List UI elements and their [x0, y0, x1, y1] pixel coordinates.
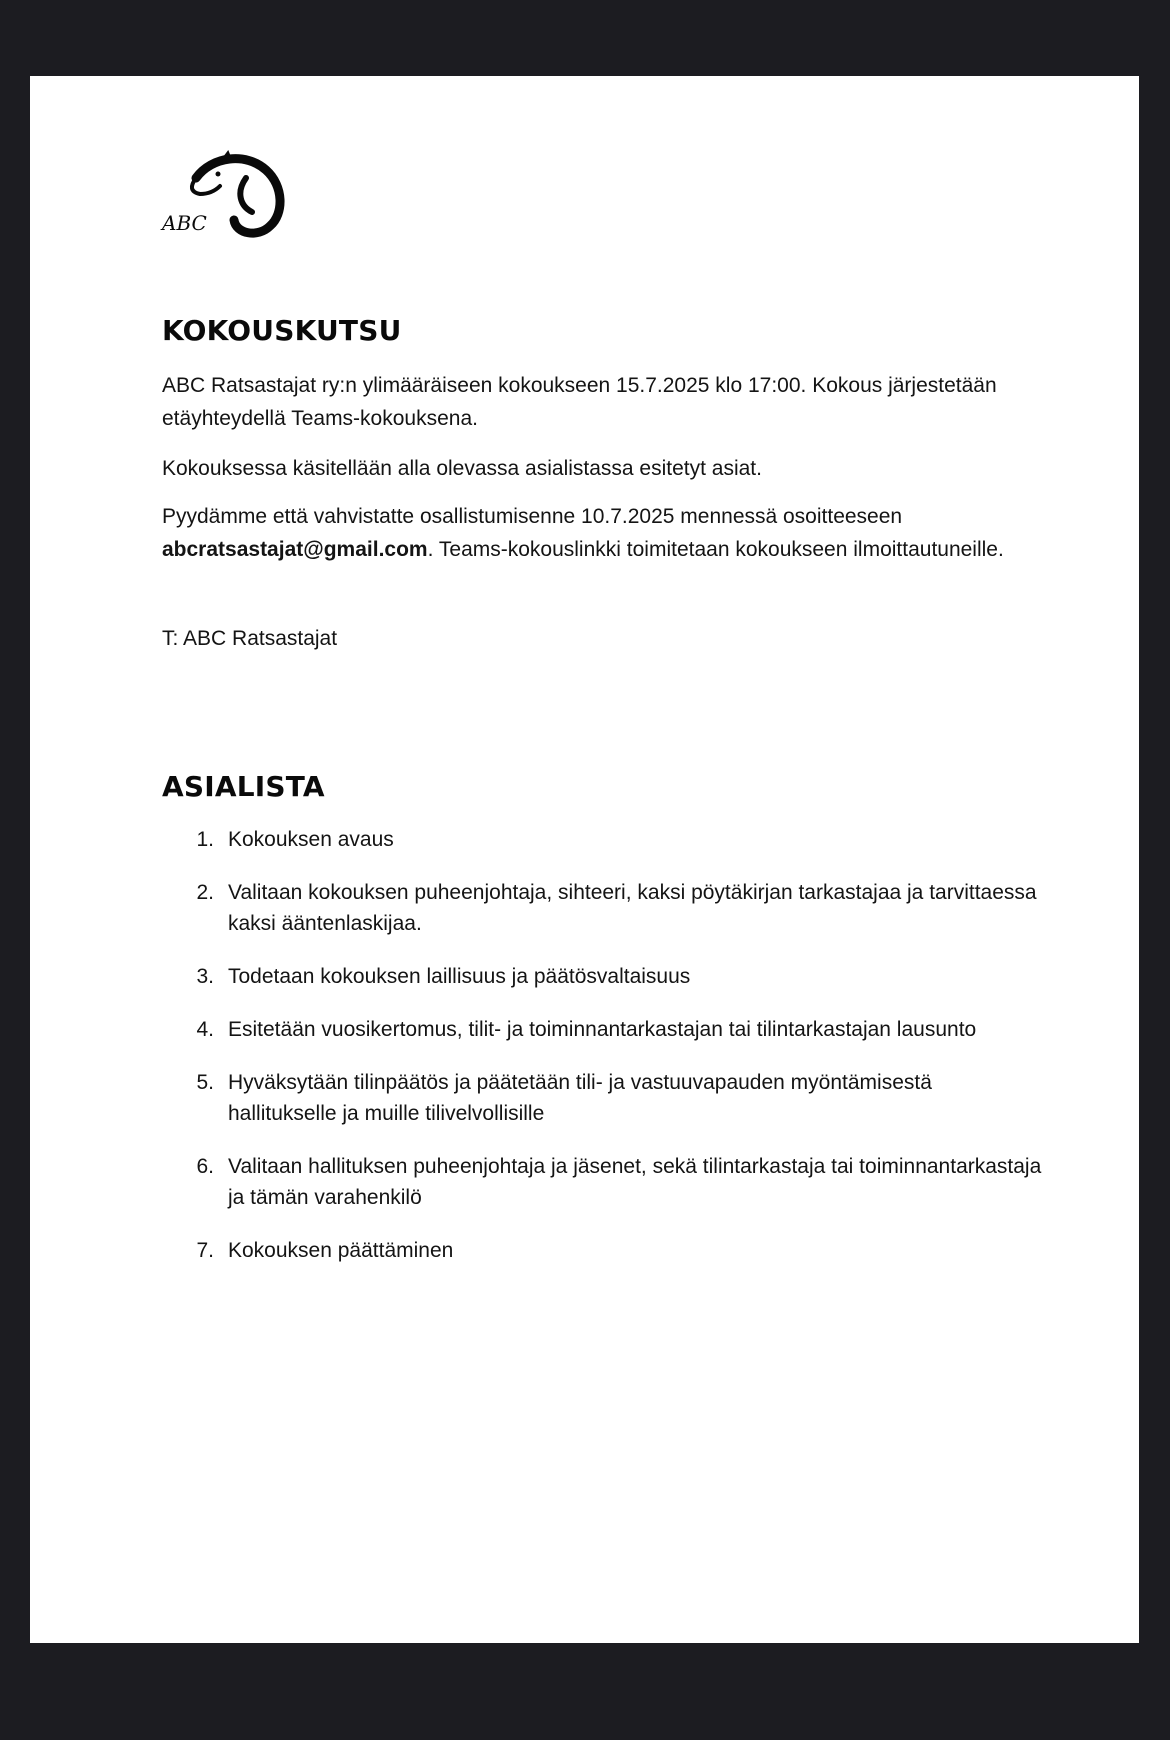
agenda-item: [162, 961, 1042, 992]
agenda-item: [162, 1151, 1042, 1213]
abc-logo: [160, 148, 290, 238]
agenda-item-text: Hyväksytään tilinpäätös ja päätetään tili- ja vastuuvapauden myöntämisestä hallitukselle ja muille tilivelvollisille: [228, 1071, 932, 1125]
agenda-item: [162, 1235, 1042, 1266]
agenda-list: [162, 824, 1042, 1288]
horse-head-logo-icon: [160, 148, 290, 238]
agenda-item-number: 3.: [196, 965, 214, 988]
agenda-item-text: Valitaan hallituksen puheenjohtaja ja jäsenet, sekä tilintarkastaja tai toiminnantarkastaja ja tämän varahenkilö: [228, 1155, 1042, 1209]
agenda-item: [162, 824, 1042, 855]
agenda-item-number: 5.: [196, 1071, 214, 1094]
invitation-paragraph: ABC Ratsastajat ry:n ylimääräiseen kokoukseen 15.7.2025 klo 17:00. Kokous järjestetään etäyhteydellä Teams-kokouksena.: [162, 374, 997, 430]
agenda-item-text: Kokouksen avaus: [228, 828, 394, 851]
agenda-title: ASIALISTA: [162, 770, 325, 803]
agenda-item-number: 2.: [196, 881, 214, 904]
invitation-title: KOKOUSKUTSU: [162, 314, 402, 347]
contact-email: abcratsastajat@gmail.com: [162, 538, 428, 561]
agenda-item-text: Valitaan kokouksen puheenjohtaja, sihteeri, kaksi pöytäkirjan tarkastajaa ja tarvittaessa kaksi ääntenlaskijaa.: [228, 881, 1037, 935]
agenda-item-text: Kokouksen päättäminen: [228, 1239, 454, 1262]
agenda-item-number: 4.: [196, 1018, 214, 1041]
registration-text: Pyydämme että vahvistatte osallistumisenne 10.7.2025 mennessä osoitteeseen: [162, 505, 903, 528]
registration-text: . Teams-kokouslinkki toimitetaan kokoukseen ilmoittautuneille.: [427, 538, 1004, 561]
agenda-item-number: 7.: [196, 1239, 214, 1262]
agenda-item: [162, 1067, 1042, 1129]
registration-paragraph: [162, 500, 1042, 566]
agenda-item: [162, 877, 1042, 939]
agenda-item-text: Todetaan kokouksen laillisuus ja päätösvaltaisuus: [228, 965, 691, 988]
agenda-item: [162, 1014, 1042, 1045]
signature: T: ABC Ratsastajat: [162, 627, 338, 650]
logo-text: ABC: [162, 211, 207, 235]
invitation-paragraph: Kokouksessa käsitellään alla olevassa asialistassa esitetyt asiat.: [162, 457, 762, 480]
agenda-item-number: 6.: [196, 1155, 214, 1178]
agenda-item-number: 1.: [196, 828, 214, 851]
agenda-item-text: Esitetään vuosikertomus, tilit- ja toiminnantarkastajan tai tilintarkastajan lausunto: [228, 1018, 977, 1041]
document-page: [30, 76, 1139, 1643]
